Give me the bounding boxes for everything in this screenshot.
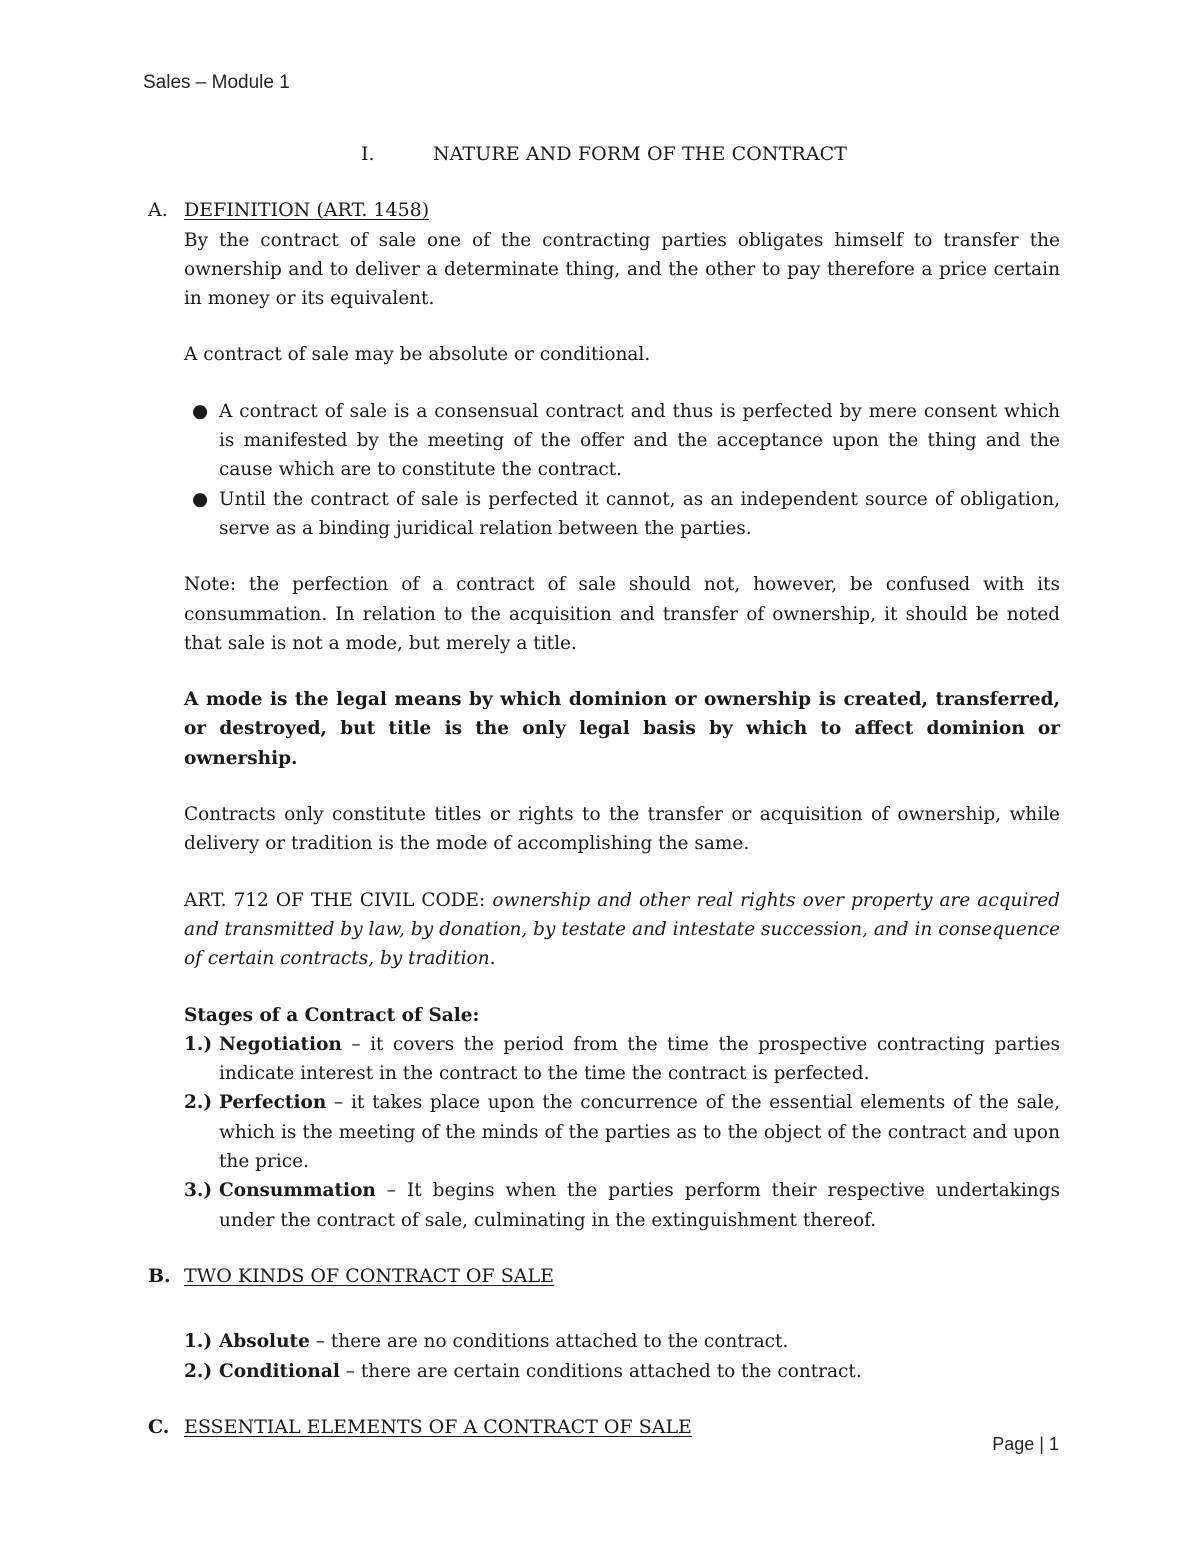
- section-b-title: TWO KINDS OF CONTRACT OF SALE: [184, 1264, 554, 1287]
- stage-term: Perfection: [219, 1092, 327, 1114]
- contracts-paragraph: Contracts only constitute titles or rights to the transfer or acquisition of ownership, while delivery or tradition is the mode of accomplishing the same.: [184, 804, 1060, 855]
- kind-text: – there are certain conditions attached to the contract.: [339, 1360, 862, 1382]
- stage-term: Negotiation: [219, 1033, 342, 1055]
- section-c-heading: [148, 1413, 1060, 1442]
- art712-text: ownership and other real rights over property are acquired and transmitted by law, by donation, by testate and intestate succession, and in consequence of certain contracts, by tradition.: [184, 889, 1061, 970]
- list-item: [184, 485, 1060, 544]
- consensual-bullet-list: [148, 397, 1060, 543]
- list-item: [184, 397, 1060, 485]
- item-number: 2.): [184, 1360, 213, 1382]
- section-c-title: ESSENTIAL ELEMENTS OF A CONTRACT OF SALE: [184, 1415, 692, 1438]
- bullet-text: A contract of sale is a consensual contract and thus is perfected by mere consent which is manifested by the meeting of the offer and the acceptance upon the thing and the cause which are to constitute the contract.: [219, 400, 1060, 481]
- section-a-body-continued: [148, 543, 1060, 1030]
- item-number: 3.): [184, 1180, 213, 1202]
- section-b-letter: B.: [148, 1264, 171, 1287]
- item-number: 1.): [184, 1331, 213, 1353]
- chapter-title: [148, 140, 1060, 169]
- item-number: 2.): [184, 1092, 213, 1114]
- bullet-icon: ●: [192, 400, 209, 422]
- chapter-number: I.: [360, 143, 375, 165]
- stages-heading: Stages of a Contract of Sale:: [184, 1004, 480, 1026]
- stage-text: – it takes place upon the concurrence of the essential elements of the sale, which is the meeting of the minds of the parties as to the object of the contract and upon the price.: [219, 1092, 1060, 1173]
- note-paragraph: Note: the perfection of a contract of sale should not, however, be confused with its consummation. In relation to the acquisition and transfer of ownership, it should be noted that sale is not a mode, but merely a title.: [184, 574, 1060, 654]
- section-a-title: DEFINITION (ART. 1458): [184, 199, 430, 222]
- art712-paragraph: [184, 886, 1060, 974]
- stage-text: – It begins when the parties perform their respective undertakings under the contract of sale, culminating in the extinguishment thereof.: [219, 1180, 1060, 1231]
- page-header: Sales – Module 1: [143, 72, 290, 93]
- kind-term: Absolute: [219, 1331, 310, 1353]
- chapter-title-text: NATURE AND FORM OF THE CONTRACT: [432, 143, 848, 165]
- absolute-conditional-paragraph: A contract of sale may be absolute or conditional.: [184, 344, 651, 366]
- section-a-letter: A.: [148, 199, 168, 222]
- list-item: [184, 1088, 1060, 1176]
- definition-paragraph: By the contract of sale one of the contracting parties obligates himself to transfer the ownership and to deliver a determinate thing, and the other to pay therefore a price certain in money or its equivalent.: [184, 229, 1060, 310]
- list-item: [184, 1357, 1060, 1386]
- list-item: [184, 1327, 1060, 1356]
- bullet-icon: ●: [192, 488, 209, 510]
- section-b-heading: [148, 1262, 1060, 1291]
- kinds-list: [148, 1327, 1060, 1386]
- section-c-letter: C.: [148, 1415, 170, 1438]
- section-a-heading: [148, 196, 1060, 225]
- art712-label: ART. 712 OF THE CIVIL CODE:: [184, 889, 486, 911]
- page-number: Page | 1: [992, 1434, 1059, 1454]
- kind-text: – there are no conditions attached to the contract.: [309, 1331, 789, 1353]
- section-a-body: [148, 226, 1060, 397]
- mode-title-paragraph: A mode is the legal means by which dominion or ownership is created, transferred, or destroyed, but title is the only legal basis by which to affect dominion or ownership.: [184, 689, 1060, 769]
- item-number: 1.): [184, 1033, 213, 1055]
- stage-term: Consummation: [219, 1180, 376, 1202]
- list-item: [184, 1176, 1060, 1235]
- stages-list: [148, 1030, 1060, 1235]
- kind-term: Conditional: [219, 1360, 340, 1382]
- document-body: [148, 140, 1060, 1442]
- stage-text: – it covers the period from the time the prospective contracting parties indicate interest in the contract to the time the contract is perfected.: [219, 1033, 1060, 1085]
- list-item: [184, 1030, 1060, 1089]
- bullet-text: Until the contract of sale is perfected it cannot, as an independent source of obligation, serve as a binding juridical relation between the parties.: [219, 488, 1060, 539]
